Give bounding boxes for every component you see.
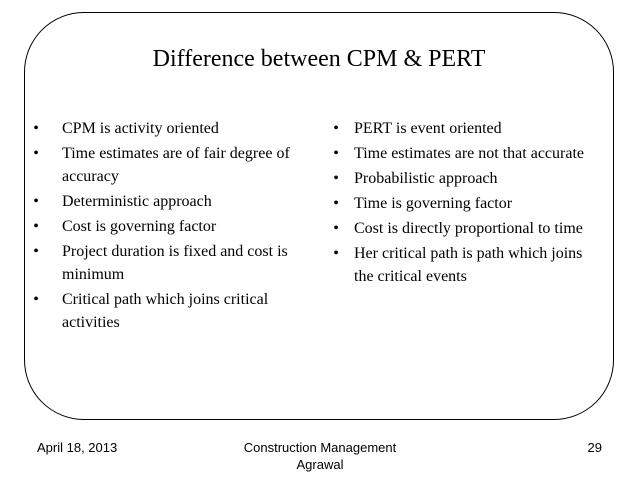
list-item [26, 288, 311, 334]
bullet-icon: • [33, 243, 39, 260]
list-item-text: Cost is governing factor [62, 218, 217, 235]
bullet-icon: • [33, 145, 39, 162]
list-item [26, 215, 311, 238]
bullet-icon: • [33, 291, 39, 308]
list-item [326, 192, 591, 215]
list-item-text: PERT is event oriented [354, 120, 502, 137]
list-item [26, 117, 311, 140]
bullet-icon: • [33, 193, 39, 210]
bullet-icon: • [33, 120, 39, 137]
bullet-icon: • [33, 218, 39, 235]
list-item-text: Cost is directly proportional to time [354, 220, 583, 237]
list-item-text: Probabilistic approach [354, 170, 498, 187]
cpm-column [26, 117, 311, 336]
footer-author-name: Agrawal [296, 457, 344, 472]
list-item-text: Critical path which joins critical activities [62, 291, 269, 331]
footer-author [200, 439, 440, 473]
list-item [26, 190, 311, 213]
list-item [326, 117, 591, 140]
bullet-icon: • [333, 245, 339, 262]
bullet-icon: • [333, 195, 339, 212]
list-item-text: Time estimates are not that accurate [354, 145, 584, 162]
bullet-icon: • [333, 170, 339, 187]
bullet-icon: • [333, 145, 339, 162]
slide-title: Difference between CPM & PERT [152, 46, 486, 72]
footer-course: Construction Management [243, 440, 397, 455]
list-item [326, 167, 591, 190]
list-item [326, 217, 591, 240]
list-item-text: Time estimates are of fair degree of accuracy [62, 145, 290, 185]
bullet-icon: • [333, 220, 339, 237]
list-item [326, 242, 591, 288]
bullet-icon: • [333, 120, 339, 137]
list-item-text: Project duration is fixed and cost is minimum [62, 243, 288, 283]
pert-column [326, 117, 591, 290]
list-item [26, 142, 311, 188]
footer-date: April 18, 2013 [37, 440, 118, 455]
list-item-text: Her critical path is path which joins the critical events [354, 245, 583, 285]
list-item [326, 142, 591, 165]
list-item-text: Time is governing factor [354, 195, 513, 212]
list-item-text: CPM is activity oriented [62, 120, 219, 137]
list-item [26, 240, 311, 286]
page-number: 29 [587, 440, 602, 455]
list-item-text: Deterministic approach [62, 193, 212, 210]
